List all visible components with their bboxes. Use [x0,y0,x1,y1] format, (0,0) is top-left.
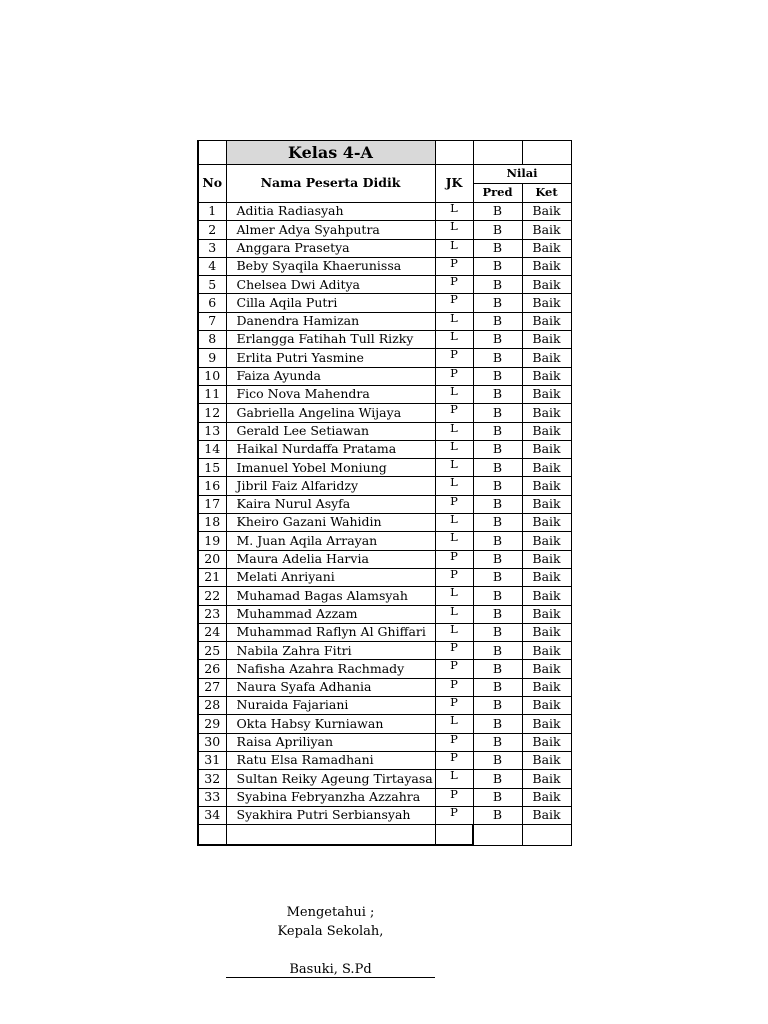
table-row [198,349,571,367]
header-ket: Ket [522,184,571,203]
grade-predicate: B [473,440,522,458]
title-left-blank [198,141,226,165]
grade-remark: Baik [522,660,571,678]
grade-remark: Baik [522,477,571,495]
table-row [198,257,571,275]
table-row [198,733,571,751]
student-name: Erlita Putri Yasmine [226,349,435,367]
row-number: 12 [198,404,226,422]
student-name: Danendra Hamizan [226,312,435,330]
grade-remark: Baik [522,440,571,458]
empty-row [198,825,571,846]
table-row [198,331,571,349]
table-row [198,514,571,532]
table-row [198,770,571,788]
grade-predicate: B [473,459,522,477]
row-number: 27 [198,678,226,696]
table-row [198,642,571,660]
grade-remark: Baik [522,568,571,586]
student-name: Muhammad Azzam [226,605,435,623]
row-number: 1 [198,203,226,221]
grade-predicate: B [473,404,522,422]
row-number: 9 [198,349,226,367]
table-row [198,806,571,824]
grade-predicate: B [473,788,522,806]
grade-predicate: B [473,568,522,586]
grade-predicate: B [473,605,522,623]
row-number: 34 [198,806,226,824]
grade-remark: Baik [522,770,571,788]
student-name: Imanuel Yobel Moniung [226,459,435,477]
grade-remark: Baik [522,587,571,605]
student-name: Faiza Ayunda [226,367,435,385]
student-gender: P [435,806,473,824]
student-name: Syakhira Putri Serbiansyah [226,806,435,824]
row-number: 33 [198,788,226,806]
table-row [198,459,571,477]
grade-remark: Baik [522,331,571,349]
empty-cell [198,825,226,846]
grade-predicate: B [473,678,522,696]
row-number: 14 [198,440,226,458]
student-gender: L [435,221,473,239]
grade-remark: Baik [522,642,571,660]
student-name: Kheiro Gazani Wahidin [226,514,435,532]
table-row [198,788,571,806]
row-number: 16 [198,477,226,495]
row-number: 21 [198,568,226,586]
student-name: Ratu Elsa Ramadhani [226,751,435,769]
student-gender: L [435,532,473,550]
title-jk-blank [435,141,473,165]
student-gender: P [435,294,473,312]
student-name: Gabriella Angelina Wijaya [226,404,435,422]
grade-remark: Baik [522,221,571,239]
grade-remark: Baik [522,294,571,312]
student-name: Okta Habsy Kurniawan [226,715,435,733]
signature-space [226,941,435,960]
empty-cell [522,825,571,846]
table-row [198,532,571,550]
grade-remark: Baik [522,806,571,824]
student-gender: P [435,660,473,678]
grade-remark: Baik [522,203,571,221]
student-name: Aditia Radiasyah [226,203,435,221]
student-name: Naura Syafa Adhania [226,678,435,696]
student-name: Chelsea Dwi Aditya [226,276,435,294]
table-row [198,623,571,641]
grade-predicate: B [473,203,522,221]
student-name: Jibril Faiz Alfaridzy [226,477,435,495]
grade-remark: Baik [522,257,571,275]
class-title: Kelas 4-A [226,141,435,165]
row-number: 19 [198,532,226,550]
grade-remark: Baik [522,385,571,403]
grade-remark: Baik [522,788,571,806]
grade-remark: Baik [522,367,571,385]
student-gender: P [435,568,473,586]
grade-predicate: B [473,623,522,641]
student-gender: L [435,715,473,733]
grade-predicate: B [473,495,522,513]
header-jk: JK [435,165,473,203]
row-number: 8 [198,331,226,349]
student-gender: P [435,257,473,275]
table-row [198,605,571,623]
student-gender: L [435,239,473,257]
student-name: Gerald Lee Setiawan [226,422,435,440]
row-number: 31 [198,751,226,769]
student-gender: L [435,623,473,641]
row-number: 23 [198,605,226,623]
row-number: 17 [198,495,226,513]
grade-remark: Baik [522,697,571,715]
row-number: 13 [198,422,226,440]
row-number: 28 [198,697,226,715]
grade-predicate: B [473,331,522,349]
table-row [198,550,571,568]
grade-remark: Baik [522,751,571,769]
header-no: No [198,165,226,203]
student-gender: P [435,276,473,294]
grade-predicate: B [473,806,522,824]
table-row [198,660,571,678]
student-gender: P [435,404,473,422]
student-gender: L [435,587,473,605]
grade-predicate: B [473,312,522,330]
table-row [198,367,571,385]
principal-title: Kepala Sekolah, [277,924,384,939]
grade-predicate: B [473,239,522,257]
student-name: Haikal Nurdaffa Pratama [226,440,435,458]
header-name: Nama Peserta Didik [226,165,435,203]
student-gender: P [435,751,473,769]
student-gender: L [435,770,473,788]
student-gender: P [435,733,473,751]
header-pred: Pred [473,184,522,203]
empty-cell [473,825,522,846]
row-number: 5 [198,276,226,294]
student-name: Nabila Zahra Fitri [226,642,435,660]
student-gender: P [435,367,473,385]
student-name: Cilla Aqila Putri [226,294,435,312]
signature-line [226,977,435,978]
row-number: 4 [198,257,226,275]
student-gender: L [435,514,473,532]
grade-remark: Baik [522,239,571,257]
grade-predicate: B [473,367,522,385]
row-number: 15 [198,459,226,477]
table-row [198,568,571,586]
grade-predicate: B [473,221,522,239]
grade-predicate: B [473,422,522,440]
table-row [198,477,571,495]
row-number: 32 [198,770,226,788]
acknowledged-label: Mengetahui ; [286,905,375,920]
grade-predicate: B [473,587,522,605]
grade-remark: Baik [522,514,571,532]
title-pred-blank [473,141,522,165]
grade-remark: Baik [522,404,571,422]
student-gender: P [435,550,473,568]
table-row [198,221,571,239]
table-row [198,203,571,221]
row-number: 25 [198,642,226,660]
student-gender: L [435,477,473,495]
grade-predicate: B [473,715,522,733]
row-number: 22 [198,587,226,605]
row-number: 7 [198,312,226,330]
grade-remark: Baik [522,623,571,641]
grade-predicate: B [473,550,522,568]
row-number: 24 [198,623,226,641]
table-row [198,678,571,696]
grade-predicate: B [473,697,522,715]
table-row [198,312,571,330]
student-name: M. Juan Aqila Arrayan [226,532,435,550]
grade-remark: Baik [522,715,571,733]
header-nilai: Nilai [473,165,571,184]
row-number: 3 [198,239,226,257]
grade-predicate: B [473,642,522,660]
grade-remark: Baik [522,678,571,696]
grade-remark: Baik [522,349,571,367]
table-row [198,697,571,715]
title-ket-blank [522,141,571,165]
empty-cell [226,825,435,846]
grade-predicate: B [473,733,522,751]
grade-remark: Baik [522,733,571,751]
grade-predicate: B [473,257,522,275]
student-name: Melati Anriyani [226,568,435,586]
student-grade-table [197,140,572,846]
grade-predicate: B [473,660,522,678]
row-number: 10 [198,367,226,385]
student-gender: P [435,788,473,806]
empty-cell [435,825,473,846]
grade-remark: Baik [522,459,571,477]
grade-predicate: B [473,532,522,550]
table-row [198,239,571,257]
grade-predicate: B [473,751,522,769]
row-number: 2 [198,221,226,239]
table-row [198,294,571,312]
grade-predicate: B [473,770,522,788]
row-number: 26 [198,660,226,678]
student-gender: L [435,440,473,458]
table-row [198,495,571,513]
student-name: Beby Syaqila Khaerunissa [226,257,435,275]
student-gender: P [435,349,473,367]
grade-predicate: B [473,385,522,403]
student-gender: P [435,697,473,715]
student-gender: L [435,312,473,330]
row-number: 20 [198,550,226,568]
signature-block [226,903,435,979]
grade-predicate: B [473,294,522,312]
student-name: Raisa Apriliyan [226,733,435,751]
principal-name: Basuki, S.Pd [289,962,372,977]
grade-remark: Baik [522,550,571,568]
student-name: Syabina Febryanzha Azzahra [226,788,435,806]
student-gender: L [435,422,473,440]
student-gender: L [435,203,473,221]
student-name: Muhamad Bagas Alamsyah [226,587,435,605]
grade-predicate: B [473,349,522,367]
grade-predicate: B [473,276,522,294]
student-gender: L [435,459,473,477]
table-row [198,751,571,769]
student-gender: P [435,678,473,696]
student-gender: P [435,495,473,513]
table-row [198,587,571,605]
student-name: Anggara Prasetya [226,239,435,257]
student-name: Almer Adya Syahputra [226,221,435,239]
grade-predicate: B [473,514,522,532]
student-name: Maura Adelia Harvia [226,550,435,568]
student-name: Muhammad Raflyn Al Ghiffari [226,623,435,641]
student-name: Nuraida Fajariani [226,697,435,715]
grade-remark: Baik [522,532,571,550]
student-gender: L [435,385,473,403]
grade-remark: Baik [522,605,571,623]
student-gender: L [435,331,473,349]
student-name: Nafisha Azahra Rachmady [226,660,435,678]
student-gender: L [435,605,473,623]
student-name: Kaira Nurul Asyfa [226,495,435,513]
table-row [198,404,571,422]
table-row [198,440,571,458]
grade-remark: Baik [522,422,571,440]
grade-remark: Baik [522,495,571,513]
student-gender: P [435,642,473,660]
row-number: 30 [198,733,226,751]
table-row [198,715,571,733]
student-name: Erlangga Fatihah Tull Rizky [226,331,435,349]
grade-remark: Baik [522,312,571,330]
row-number: 6 [198,294,226,312]
grade-remark: Baik [522,276,571,294]
student-name: Sultan Reiky Ageung Tirtayasa [226,770,435,788]
student-name: Fico Nova Mahendra [226,385,435,403]
row-number: 18 [198,514,226,532]
grade-predicate: B [473,477,522,495]
table-row [198,276,571,294]
table-row [198,385,571,403]
table-row [198,422,571,440]
row-number: 29 [198,715,226,733]
row-number: 11 [198,385,226,403]
